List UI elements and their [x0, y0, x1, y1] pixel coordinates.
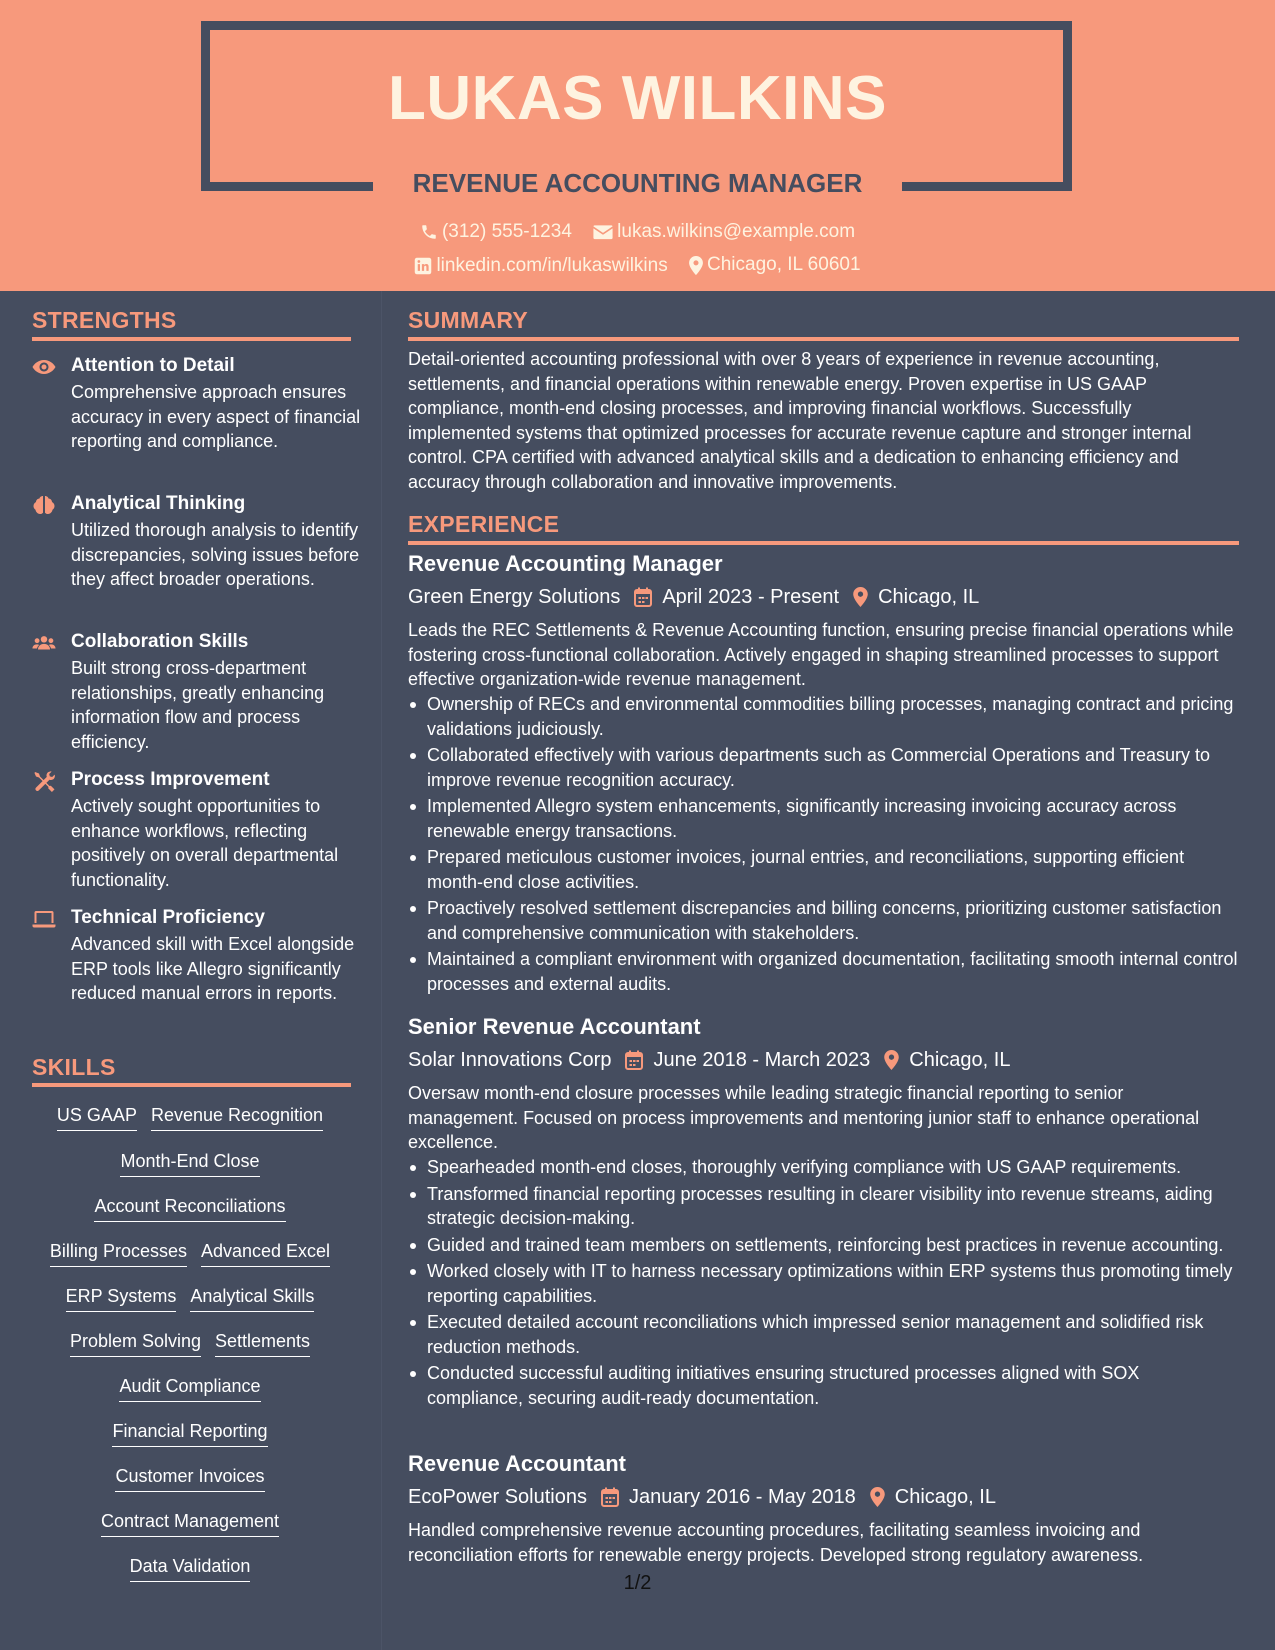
skill-tag: Customer Invoices — [115, 1464, 264, 1492]
laptop-icon — [32, 908, 56, 930]
map-pin-icon — [870, 1487, 885, 1507]
map-pin-icon — [689, 256, 703, 275]
email-text[interactable]: lukas.wilkins@example.com — [617, 221, 856, 242]
eye-icon — [32, 356, 56, 378]
linkedin-text[interactable]: linkedin.com/in/lukaswilkins — [436, 254, 668, 276]
candidate-name: LUKAS WILKINS — [387, 64, 888, 133]
map-pin-icon — [853, 587, 868, 607]
column-divider — [381, 291, 382, 1650]
contact-row-2 — [0, 252, 1275, 283]
skill-tag: Billing Processes — [50, 1239, 187, 1267]
skills-row — [30, 1419, 350, 1447]
skill-tag: Advanced Excel — [201, 1239, 330, 1267]
strength-desc: Comprehensive approach ensures accuracy in every aspect of financial reporting and compliance. — [71, 382, 361, 451]
skill-tag: Settlements — [215, 1329, 310, 1357]
strength-name: Technical Proficiency — [71, 907, 265, 928]
envelope-icon — [593, 223, 613, 241]
contact-email — [593, 219, 855, 245]
skills-row — [30, 1284, 350, 1312]
strength-name: Process Improvement — [71, 769, 270, 790]
job-dates: June 2018 - March 2023 — [653, 1049, 871, 1071]
skills-row — [30, 1149, 350, 1177]
job-title: Revenue Accountant — [408, 1451, 627, 1476]
skill-tag: Month-End Close — [120, 1149, 259, 1177]
job-location: Chicago, IL — [878, 586, 980, 608]
skills-row — [30, 1509, 350, 1537]
job-company: Solar Innovations Corp — [408, 1049, 612, 1071]
skills-row — [30, 1103, 350, 1131]
bullet-item: Implemented Allegro system enhancements, significantly increasing invoicing accuracy across renewable energy transactions. — [408, 794, 1238, 843]
contact-linkedin — [414, 253, 667, 279]
skill-tag: ERP Systems — [66, 1284, 177, 1312]
job-meta — [408, 584, 979, 610]
bullet-item: Collaborated effectively with various departments such as Commercial Operations and Treasury to improve revenue recognition accuracy. — [408, 743, 1238, 792]
brain-icon — [32, 494, 56, 516]
skill-tag: Financial Reporting — [112, 1419, 267, 1447]
bullet-item: Maintained a compliant environment with organized documentation, facilitating smooth internal control processes and external audits. — [408, 947, 1238, 996]
bullet-item: Transformed financial reporting processes resulting in clearer visibility into revenue streams, aiding strategic decision-making. — [408, 1182, 1238, 1231]
job-description: Oversaw month-end closure processes while leading strategic financial reporting to senior management. Focused on process improvements and mentoring junior staff to enhance operational excellence. — [408, 1083, 1200, 1152]
skill-tag: Account Reconciliations — [94, 1194, 285, 1222]
job-dates: January 2016 - May 2018 — [628, 1486, 856, 1508]
skills-row — [30, 1194, 350, 1222]
job-bullets — [408, 692, 1238, 998]
candidate-title: REVENUE ACCOUNTING MANAGER — [412, 168, 863, 198]
job-company: Green Energy Solutions — [408, 586, 621, 608]
skills-row — [30, 1374, 350, 1402]
skill-tag: Analytical Skills — [190, 1284, 314, 1312]
job-title: Revenue Accounting Manager — [408, 551, 723, 576]
phone-icon — [420, 223, 438, 241]
skill-tag: Data Validation — [130, 1554, 251, 1582]
page-number: 1/2 — [623, 1572, 652, 1594]
job-meta — [408, 1047, 1010, 1073]
users-icon — [32, 632, 56, 654]
experience-heading: EXPERIENCE — [408, 511, 560, 537]
map-pin-icon — [884, 1050, 899, 1070]
location-text: Chicago, IL 60601 — [707, 254, 861, 275]
bullet-item: Conducted successful auditing initiatives ensuring structured processes aligned with SOX compliance, securing audit-ready documentation. — [408, 1361, 1238, 1410]
calendar-icon — [634, 587, 652, 607]
bullet-item: Guided and trained team members on settlements, reinforcing best practices in revenue accounting. — [408, 1233, 1238, 1258]
job-dates: April 2023 - Present — [662, 586, 840, 608]
bullet-item: Prepared meticulous customer invoices, journal entries, and reconciliations, supporting efficient month-end close activities. — [408, 845, 1238, 894]
calendar-icon — [625, 1050, 643, 1070]
skill-tag: Audit Compliance — [119, 1374, 260, 1402]
skills-row — [30, 1239, 350, 1267]
bullet-item: Spearheaded month-end closes, thoroughly verifying compliance with US GAAP requirements. — [408, 1155, 1238, 1180]
skill-tag: Revenue Recognition — [151, 1103, 323, 1131]
strength-desc: Actively sought opportunities to enhance workflows, reflecting positively on overall departmental functionality. — [71, 796, 339, 890]
header — [0, 0, 1275, 291]
skills-rule — [32, 1083, 351, 1087]
strength-desc: Utilized thorough analysis to identify discrepancies, solving issues before they affect broader operations. — [71, 520, 360, 589]
skill-tag: Problem Solving — [70, 1329, 201, 1357]
strength-desc: Advanced skill with Excel alongside ERP tools like Allegro significantly reduced manual errors in reports. — [71, 934, 355, 1003]
strengths-rule — [32, 337, 351, 341]
summary-text: Detail-oriented accounting professional with over 8 years of experience in revenue accounting, settlements, and financial operations within renewable energy. Proven expertise in US GAAP compliance, month-end closing processes, and improving financial workflows. Successfully implemented systems that optimized processes for accurate revenue capture and stronger internal control. CPA certified with advanced analytical skills and a dedication to enhancing efficiency and accuracy through collaboration and innovative improvements. — [408, 349, 1192, 492]
bullet-item: Executed detailed account reconciliations which impressed senior management and solidified risk reduction methods. — [408, 1310, 1238, 1359]
experience-rule — [408, 541, 1239, 545]
job-title: Senior Revenue Accountant — [408, 1014, 701, 1039]
contact-row-1 — [0, 219, 1275, 249]
calendar-icon — [601, 1487, 619, 1507]
strength-name: Collaboration Skills — [71, 631, 249, 652]
strengths-heading: STRENGTHS — [32, 307, 177, 333]
job-location: Chicago, IL — [894, 1486, 996, 1508]
job-description: Leads the REC Settlements & Revenue Accounting function, ensuring precise financial operations while fostering cross-functional collaboration. Actively engaged in shaping streamlined processes to support effective organization-wide revenue management. — [408, 620, 1234, 689]
job-bullets — [408, 1155, 1238, 1412]
job-company: EcoPower Solutions — [408, 1486, 587, 1508]
tools-icon — [32, 770, 56, 792]
phone-text[interactable]: (312) 555-1234 — [441, 221, 572, 242]
bullet-item: Worked closely with IT to harness necessary optimizations within ERP systems thus promoting timely reporting capabilities. — [408, 1259, 1238, 1308]
job-location: Chicago, IL — [909, 1049, 1011, 1071]
linkedin-icon — [414, 257, 432, 275]
bullet-item: Ownership of RECs and environmental commodities billing processes, managing contract and pricing validations judiciously. — [408, 692, 1238, 741]
strength-name: Attention to Detail — [71, 355, 235, 376]
summary-heading: SUMMARY — [408, 307, 529, 333]
strength-name: Analytical Thinking — [71, 493, 246, 514]
job-meta — [408, 1484, 996, 1510]
skills-row — [30, 1329, 350, 1357]
skills-row — [30, 1464, 350, 1492]
skills-heading: SKILLS — [32, 1054, 116, 1080]
skill-tag: US GAAP — [57, 1103, 137, 1131]
contact-phone — [420, 219, 572, 245]
bullet-item: Proactively resolved settlement discrepancies and billing concerns, prioritizing customer satisfaction and comprehensive communication with stakeholders. — [408, 896, 1238, 945]
contact-location — [689, 252, 861, 278]
strength-desc: Built strong cross-department relationships, greatly enhancing information flow and process efficiency. — [71, 658, 325, 752]
summary-rule — [408, 337, 1239, 341]
job-description: Handled comprehensive revenue accounting procedures, facilitating seamless invoicing and reconciliation efforts for renewable energy projects. Developed strong regulatory awareness. — [408, 1520, 1144, 1565]
skill-tag: Contract Management — [101, 1509, 279, 1537]
